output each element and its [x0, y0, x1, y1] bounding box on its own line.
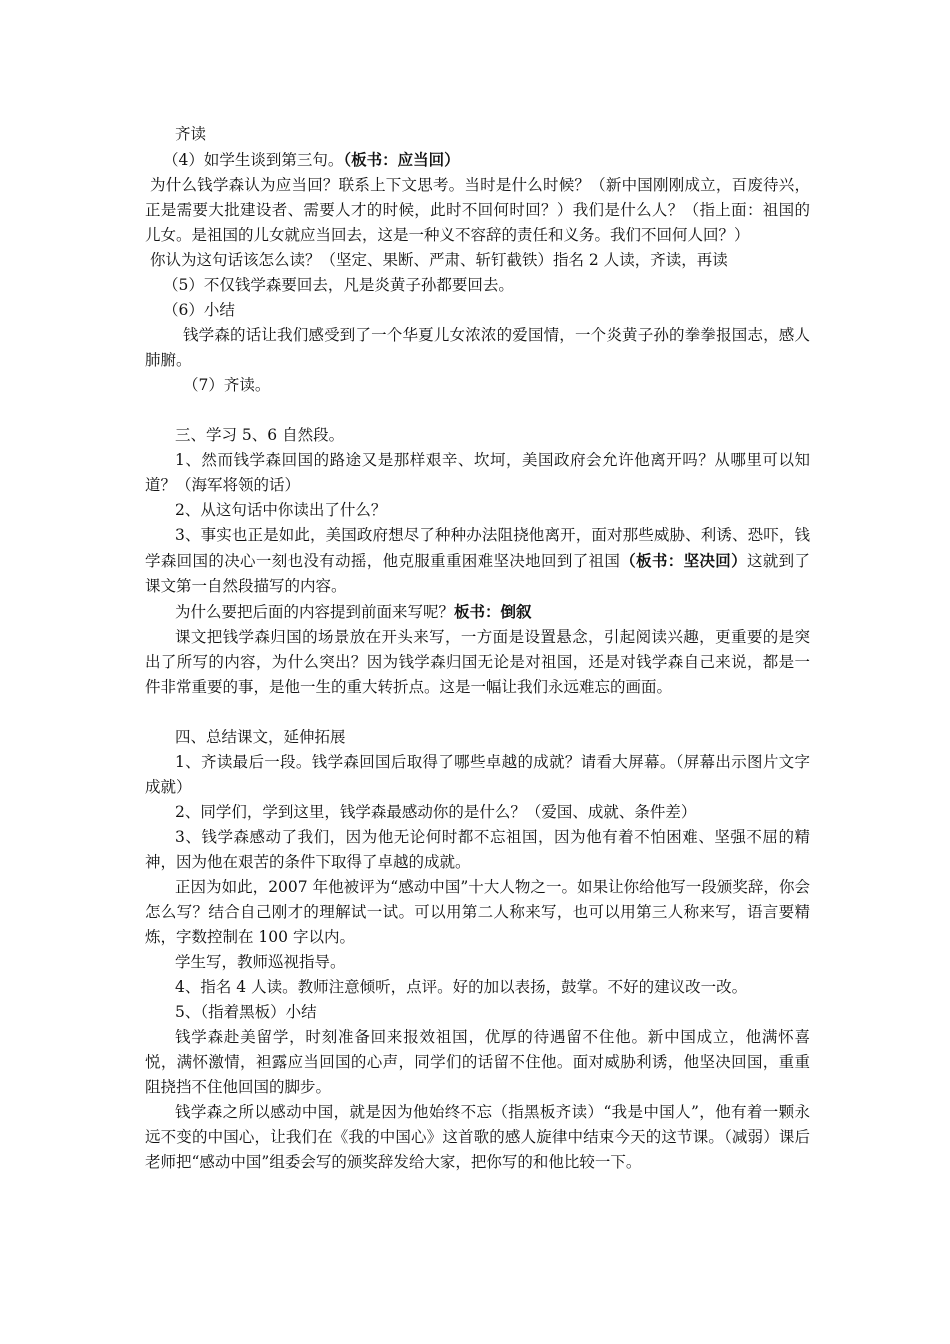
paragraph-flashback-explanation: 课文把钱学森归国的场景放在开头来写，一方面是设置悬念，引起阅读兴趣，更重要的是突出了所写的内容，为什么突出？因为钱学森归国无论是对祖国，还是对钱学森自己来说，都是一件非常重要的事，是他一生的重大转折点。这是一幅让我们永远难忘的画面。: [145, 628, 810, 696]
paragraph-third-sentence: [145, 147, 810, 173]
paragraph-final-summary: 钱学森赴美留学，时刻准备回来报效祖国，优厚的待遇留不住他。新中国成立，他满怀喜悦，满怀激情，袒露应当回国的心声，同学们的话留不住他。面对威胁利诱，他坚决回国，重重阻挠挡不住他回国的脚步。: [145, 1028, 810, 1096]
section-heading-four: 四、总结课文，延伸拓展: [175, 728, 346, 746]
blank-line: [145, 700, 810, 725]
paragraph-section4-item5: 5、（指着黑板）小结: [175, 1003, 317, 1021]
section-heading-three: 三、学习 5、6 自然段。: [175, 426, 345, 444]
paragraph-award-speech: 正因为如此，2007 年他被评为“感动中国”十大人物之一。如果让你给他写一段颁奖辞，你会怎么写？结合自己刚才的理解试一试。可以用第二人称来写，也可以用第三人称来写，语言要精炼，字数控制在 100 字以内。: [145, 878, 810, 946]
board-note-flashback: 板书：倒叙: [454, 602, 532, 621]
paragraph-section4-item2: 2、同学们，学到这里，钱学森最感动你的是什么？（爱国、成就、条件差）: [175, 803, 697, 821]
paragraph-students-write: 学生写，教师巡视指导。: [175, 953, 346, 971]
paragraph-flashback-question: [145, 599, 810, 625]
paragraph-item-7: （7）齐读。: [183, 376, 271, 394]
blank-line: [145, 398, 810, 423]
paragraph-closing: 钱学森之所以感动中国，就是因为他始终不忘（指黑板齐读）“我是中国人”，他有着一颗永远不变的中国心，让我们在《我的中国心》这首歌的感人旋律中结束今天的这节课。（减弱）课后老师把“感动中国”组委会写的颁奖辞发给大家，把你写的和他比较一下。: [145, 1103, 810, 1171]
text-span: 3、事实也正是如此，美国政府想尽了种种办法阻挠他离开，面对那些威胁、利诱、恐吓，钱学森回国的决心一刻也没有动摇，他克服重重困难坚决地回到了祖国: [145, 526, 810, 570]
paragraph-item-6: （6）小结: [163, 301, 235, 319]
board-note-should-return: （板书：应当回）: [343, 150, 460, 169]
paragraph-section3-q2: 2、从这句话中你读出了什么？: [175, 501, 387, 519]
text-span: （4）如学生谈到第三句。: [163, 151, 344, 169]
paragraph-why-return: 为什么钱学森认为应当回？联系上下文思考。当时是什么时候？（新中国刚刚成立，百废待兴，正是需要大批建设者、需要人才的时候，此时不回何时回？）我们是什么人？（指上面：祖国的儿女。是祖国的儿女就应当回去，这是一种义不容辞的责任和义务。我们不回何人回？）: [145, 176, 810, 244]
paragraph-section4-item1: 1、齐读最后一段。钱学森回国后取得了哪些卓越的成就？请看大屏幕。（屏幕出示图片文字成就）: [145, 753, 810, 796]
paragraph-item-5: （5）不仅钱学森要回去，凡是炎黄子孙都要回去。: [163, 276, 514, 294]
document-body: [145, 122, 810, 1175]
paragraph-section4-item4: 4、指名 4 人读。教师注意倾听，点评。好的加以表扬，鼓掌。不好的建议改一改。: [175, 978, 748, 996]
board-note-firm-return: （板书：坚决回）: [620, 551, 747, 570]
paragraph-summary-patriotism: 钱学森的话让我们感受到了一个华夏儿女浓浓的爱国情，一个炎黄子孙的拳拳报国志，感人肺腑。: [145, 326, 810, 369]
text-span: 这就到了课文第一自然段描写的内容。: [145, 552, 810, 595]
paragraph-section4-item3: 3、钱学森感动了我们，因为他无论何时都不忘祖国，因为他有着不怕困难、坚强不屈的精神，因为他在艰苦的条件下取得了卓越的成就。: [145, 828, 810, 871]
paragraph-section3-q1: 1、然而钱学森回国的路途又是那样艰辛、坎坷，美国政府会允许他离开吗？从哪里可以知道？（海军将领的话）: [145, 451, 810, 494]
paragraph-section3-q3: [145, 523, 810, 599]
text-span: 为什么要把后面的内容提到前面来写呢？: [175, 603, 455, 621]
paragraph-how-to-read: 你认为这句话该怎么读？（坚定、果断、严肃、斩钉截铁）指名 2 人读，齐读，再读: [150, 251, 728, 269]
paragraph-choral-reading: 齐读: [175, 125, 207, 143]
